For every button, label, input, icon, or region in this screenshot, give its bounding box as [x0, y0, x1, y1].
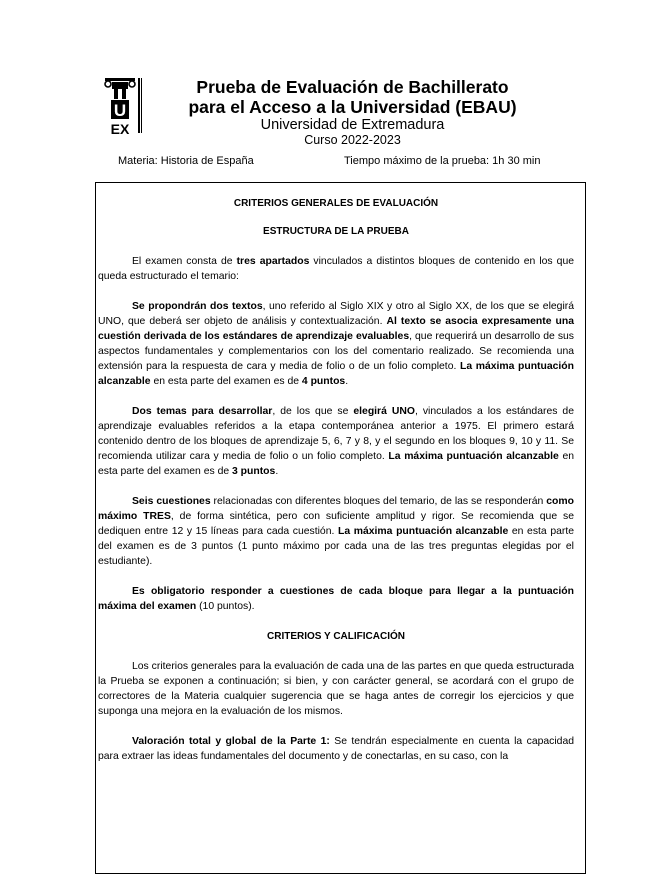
paragraph-questions: Seis cuestiones relacionadas con diferentes bloques del temario, de las se responderán como máximo TRES, de forma sintética, pero con suficiente amplitud y rigor. Se recomienda que se dediquen entre 12 y 15 líneas para cada cuestión. La máxima puntuación alcanzable en esta parte del examen es de 3 puntos (1 punto máximo por cada una de las tres preguntas elegidas por el estudiante). — [98, 496, 574, 567]
heading-criteria: CRITERIOS Y CALIFICACIÓN — [267, 631, 405, 642]
criteria-content — [98, 196, 574, 764]
time-label: Tiempo máximo de la prueba: 1h 30 min — [344, 155, 541, 167]
uex-logo — [103, 76, 143, 136]
paragraph-part1: Valoración total y global de la Parte 1: Se tendrán especialmente en cuenta la capacidad para extraer las ideas fundamentales del documento y de conectarlas, en su caso, con la — [98, 736, 574, 762]
subject-label: Materia: Historia de España — [118, 155, 254, 167]
paragraph-texts: Se propondrán dos textos, uno referido al Siglo XIX y otro al Siglo XX, de los que se elegirá UNO, que deberá ser objeto de análisis y contextualización. Al texto se asocia expresamente una cuestión derivada de los estándares de aprendizaje evaluables, que requerirá un desarrollo de sus aspectos fundamentales y complementarios con los del comentario realizado. Se recomienda una extensión para la respuesta de cara y media de folio o de un folio completo. La máxima puntuación alcanzable en esta parte del examen es de 4 puntos. — [98, 301, 574, 387]
paragraph-intro: El examen consta de tres apartados vinculados a distintos bloques de contenido en los que queda estructurado el temario: — [98, 256, 574, 282]
exam-title-line1: Prueba de Evaluación de Bachillerato — [196, 77, 509, 97]
course-year: Curso 2022-2023 — [304, 133, 401, 147]
paragraph-topics: Dos temas para desarrollar, de los que se elegirá UNO, vinculados a los estándares de aprendizaje evaluables referidos a la etapa contemporánea anterior a 1975. El primero estará contenido dentro de los bloques de aprendizaje 5, 6, 7 y 8, y el segundo en los bloques 9, 10 y 11. Se recomienda utilizar cara y media de folio o un folio completo. La máxima puntuación alcanzable en esta parte del examen es de 3 puntos. — [98, 406, 575, 477]
exam-title-line2: para el Acceso a la Universidad (EBAU) — [188, 97, 517, 117]
heading-structure: ESTRUCTURA DE LA PRUEBA — [263, 226, 409, 237]
university-name: Universidad de Extremadura — [260, 117, 445, 133]
paragraph-criteria-intro: Los criterios generales para la evaluación de cada una de las partes en que queda estructurada la Prueba se exponen a continuación; si bien, y con carácter general, se acordará con el grupo de correctores de la Materia cualquier sugerencia que se haga antes de corregir los ejercicios y que suponga una mejora en la evaluación de los mismos. — [98, 661, 574, 717]
logo-letter-u: U — [113, 101, 127, 120]
logo-letters-ex: EX — [110, 121, 130, 136]
paragraph-mandatory: Es obligatorio responder a cuestiones de cada bloque para llegar a la puntuación máxima del examen (10 puntos). — [98, 586, 574, 612]
heading-general-criteria: CRITERIOS GENERALES DE EVALUACIÓN — [233, 198, 439, 209]
